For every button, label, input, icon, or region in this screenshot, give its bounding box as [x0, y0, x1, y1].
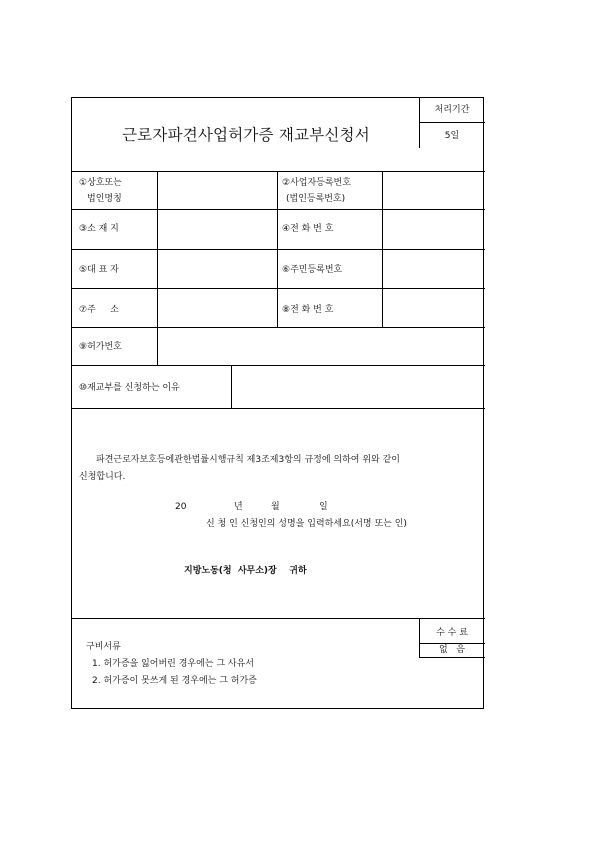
fee-label: 수 수 료 — [436, 628, 468, 638]
field-label-permit-no: ⑨허가번호 — [79, 342, 122, 352]
processing-period-value: 5일 — [444, 131, 460, 141]
required-document-2: 2. 허가증이 못쓰게 된 경우에는 그 허가증 — [92, 676, 257, 686]
recipient-office: 지방노동(청 사무소)장 귀하 — [184, 566, 307, 576]
field-label-address: ③소 재 지 — [79, 224, 119, 234]
field-label-phone-2: ⑧전 화 번 호 — [282, 305, 334, 315]
processing-period-label: 처리기간 — [434, 105, 470, 115]
statement-line-2: 신청합니다. — [79, 472, 126, 482]
required-document-1: 1. 허가증을 잃어버린 경우에는 그 사유서 — [92, 659, 254, 669]
field-label-representative: ⑤대 표 자 — [79, 265, 119, 275]
application-form — [71, 97, 484, 709]
fee-value: 없 음 — [439, 645, 465, 655]
field-label-corp-reg-no: (법인등록번호) — [286, 194, 346, 204]
date-year: 년 — [234, 502, 243, 512]
field-label-reissue-reason: ⑩재교부를 신청하는 이유 — [79, 383, 180, 393]
date-year-prefix: 20 — [175, 502, 187, 512]
field-label-business-name-2: 법인명칭 — [87, 194, 122, 204]
field-label-business-reg-no: ②사업자등록번호 — [282, 178, 351, 188]
field-label-phone: ④전 화 번 호 — [282, 224, 334, 234]
date-day: 일 — [319, 502, 328, 512]
date-month: 월 — [271, 502, 280, 512]
statement-line-1: 파견근로자보호등에관한법률시행규칙 제3조제3항의 규정에 의하여 위와 같이 — [96, 455, 400, 465]
field-label-business-name: ①상호또는 — [79, 178, 122, 188]
field-label-resident-reg-no: ⑥주민등록번호 — [282, 265, 343, 275]
field-label-home-address: ⑦주 소 — [79, 305, 119, 315]
required-documents-title: 구비서류 — [86, 642, 121, 652]
form-title: 근로자파견사업허가증 재교부신청서 — [122, 126, 370, 144]
applicant-signature-line: 신 청 인 신청인의 성명을 입력하세요(서명 또는 인) — [206, 519, 407, 529]
